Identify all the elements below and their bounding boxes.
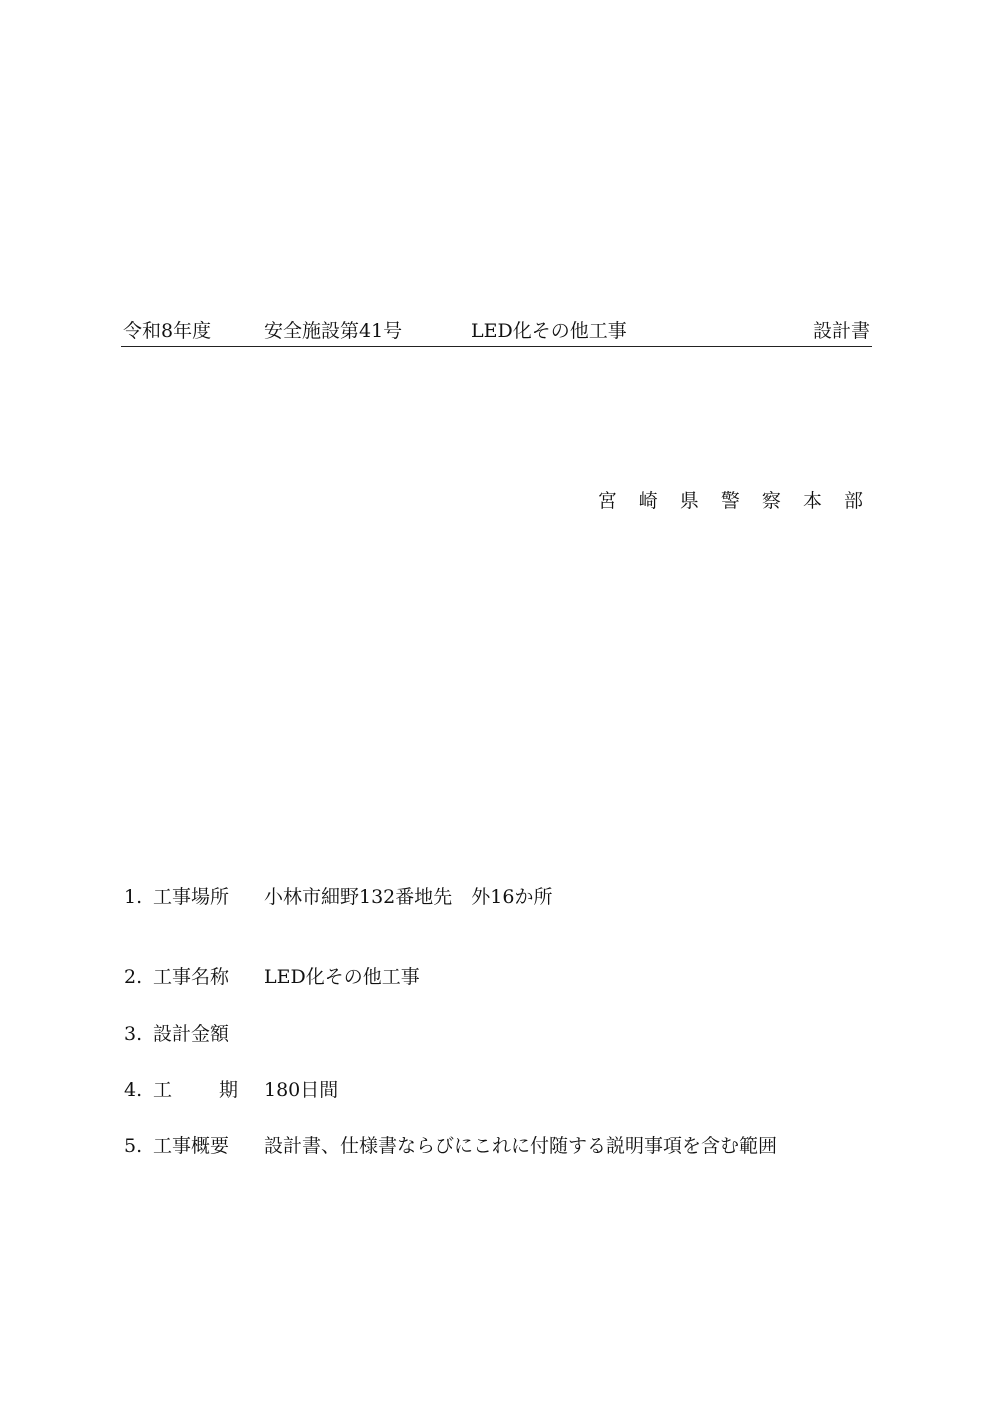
project-name: LED化その他工事 [471, 320, 627, 342]
item-number: 1. [124, 886, 143, 908]
item-label: 工 期 [153, 1079, 239, 1101]
item-value: LED化その他工事 [264, 966, 420, 988]
item-number: 2. [124, 966, 143, 988]
item-label: 工事名称 [153, 966, 230, 988]
item-value: 設計書、仕様書ならびにこれに付随する説明事項を含む範囲 [264, 1135, 778, 1157]
document-type: 設計書 [812, 320, 870, 342]
item-value: 180日間 [264, 1079, 339, 1101]
item-number: 3. [124, 1023, 143, 1045]
item-label: 工事場所 [153, 886, 230, 908]
issuing-organization: 宮 崎 県 警 察 本 部 [597, 490, 871, 512]
list-item-period [121, 1075, 881, 1105]
item-number: 5. [124, 1135, 143, 1157]
item-label: 設計金額 [153, 1023, 230, 1045]
list-item-amount [121, 1019, 881, 1049]
item-label: 工事概要 [153, 1135, 230, 1157]
fiscal-year: 令和8年度 [123, 320, 212, 342]
list-item-name [121, 962, 881, 992]
project-number: 安全施設第41号 [264, 320, 403, 342]
list-item-location [121, 882, 881, 912]
document-title [121, 316, 872, 347]
item-number: 4. [124, 1079, 143, 1101]
item-value: 小林市細野132番地先 外16か所 [264, 886, 553, 908]
list-item-overview [121, 1131, 881, 1161]
